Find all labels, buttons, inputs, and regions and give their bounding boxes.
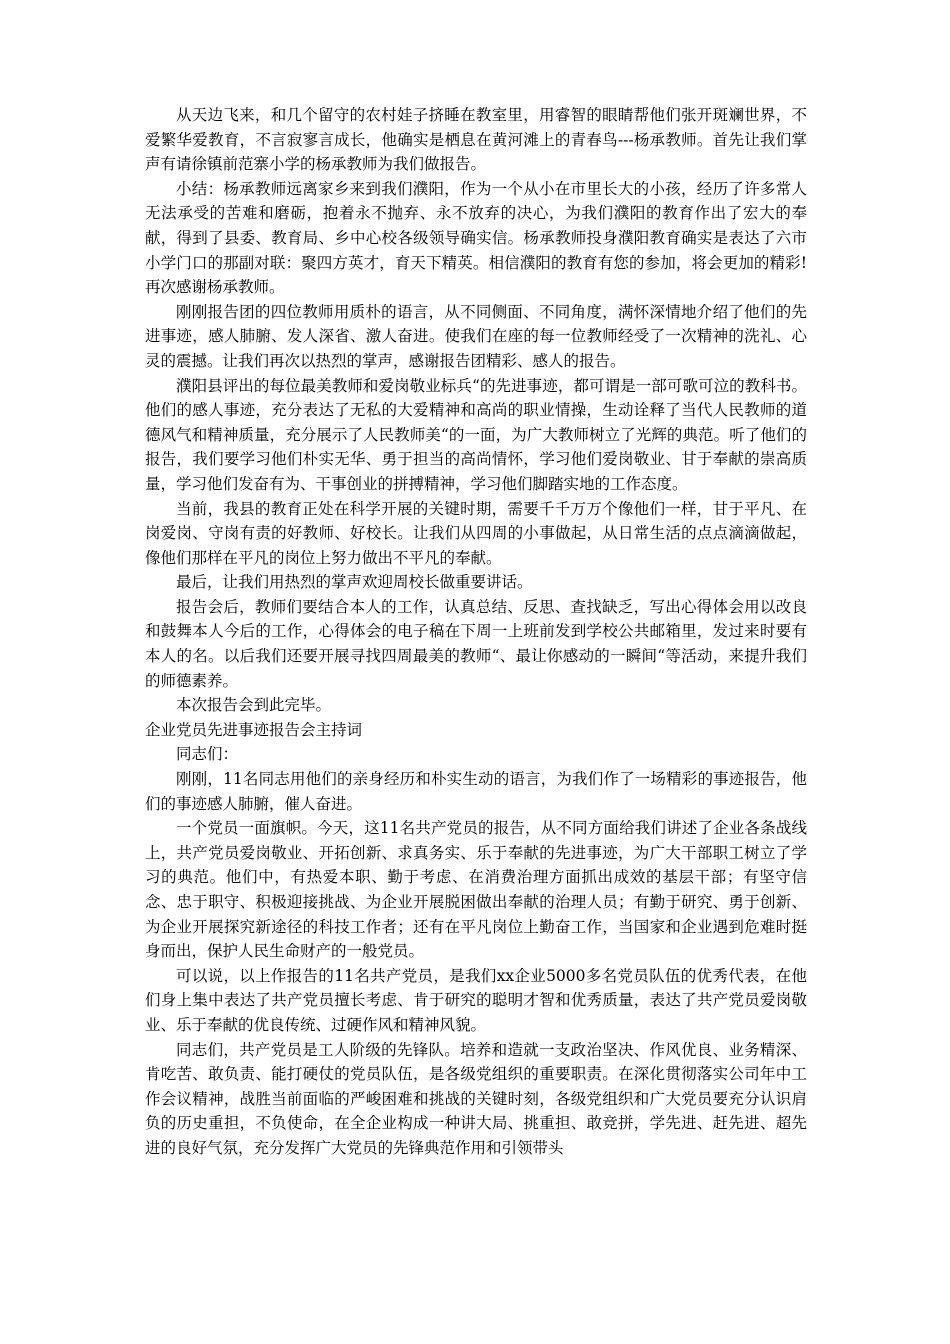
document-page [145, 103, 807, 1161]
paragraph: 小结：杨承教师远离家乡来到我们濮阳，作为一个从小在市里长大的小孩，经历了许多常人无法承受的苦难和磨砺，抱着永不抛弃、永不放弃的决心，为我们濮阳的教育作出了宏大的奉献，得到了县委、教育局、乡中心校各级领导确实信。杨承教师投身濮阳教育确实是表达了六市小学门口的那副对联：聚四方英才，育天下精英。相信濮阳的教育有您的参加，将会更加的精彩!再次感谢杨承教师。 [145, 179, 807, 297]
paragraph: 本次报告会到此完毕。 [176, 696, 332, 715]
paragraph: 刚刚，11名同志用他们的亲身经历和朴实生动的语言，为我们作了一场精彩的事迹报告，他们的事迹感人肺腑，催人奋进。 [145, 770, 807, 813]
section-heading: 企业党员先进事迹报告会主持词 [145, 720, 363, 739]
paragraph: 同志们，共产党员是工人阶级的先锋队。培养和造就一支政治坚决、作风优良、业务精深、肯吃苦、敢负责、能打硬仗的党员队伍，是各级党组织的重要职责。在深化贯彻落实公司年中工作会议精神，战胜当前面临的严峻困难和挑战的关键时刻，各级党组织和广大党员要充分认识肩负的历史重担，不负使命，在全企业构成一种讲大局、挑重担、敢竞拼，学先进、赶先进、超先进的良好气氛，充分发挥广大党员的先锋典范作用和引领带头 [145, 1040, 807, 1157]
paragraph: 一个党员一面旗帜。今天，这11名共产党员的报告，从不同方面给我们讲述了企业各条战线上，共产党员爱岗敬业、开拓创新、求真务实、乐于奉献的先进事迹，为广大干部职工树立了学习的典范。他们中，有热爱本职、勤于考虑、在消费治理方面抓出成效的基层干部；有坚守信念、忠于职守、积极迎接挑战、为企业开展脱困做出奉献的治理人员；有勤于研究、勇于创新、为企业开展探究新途径的科技工作者；还有在平凡岗位上勤奋工作，当国家和企业遇到危难时挺身而出，保护人民生命财产的一般党员。 [145, 819, 807, 961]
paragraph: 可以说，以上作报告的11名共产党员，是我们xx企业5000多名党员队伍的优秀代表，在他们身上集中表达了共产党员擅长考虑、肯于研究的聪明才智和优秀质量，表达了共产党员爱岗敬业、乐于奉献的优良传统、过硬作风和精神风貌。 [145, 966, 807, 1034]
paragraph: 濮阳县评出的每位最美教师和爱岗敬业标兵“的先进事迹，都可谓是一部可歌可泣的教科书。他们的感人事迹，充分表达了无私的大爱精神和高尚的职业情操，生动诠释了当代人民教师的道德风气和精神质量，充分展示了人民教师美“的一面，为广大教师树立了光辉的典范。听了他们的报告，我们要学习他们朴实无华、勇于担当的高尚情怀，学习他们爱岗敬业、甘于奉献的崇高质量，学习他们发奋有为、干事创业的拼搏精神，学习他们脚踏实地的工作态度。 [145, 376, 807, 493]
paragraph: 当前，我县的教育正处在科学开展的关键时期，需要千千万万个像他们一样，甘于平凡、在岗爱岗、守岗有责的好教师、好校长。让我们从四周的小事做起，从日常生活的点点滴滴做起，像他们那样在平凡的岗位上努力做出不平凡的奉献。 [145, 499, 807, 567]
paragraph: 报告会后，教师们要结合本人的工作，认真总结、反思、查找缺乏，写出心得体会用以改良和鼓舞本人今后的工作，心得体会的电子稿在下周一上班前发到学校公共邮箱里，发过来时要有本人的名。以后我们还要开展寻找四周最美的教师“、最让你感动的一瞬间“等活动，来提升我们的师德素养。 [145, 597, 807, 690]
salutation: 同志们： [176, 745, 239, 764]
paragraph: 从天边飞来，和几个留守的农村娃子挤睡在教室里，用睿智的眼睛帮他们张开斑斓世界，不爱繁华爱教育，不言寂寥言成长，他确实是栖息在黄河滩上的青春鸟---杨承教师。首先让我们掌声有请徐镇前范寨小学的杨承教师为我们做报告。 [145, 106, 807, 174]
paragraph: 最后，让我们用热烈的掌声欢迎周校长做重要讲话。 [176, 573, 533, 592]
paragraph: 刚刚报告团的四位教师用质朴的语言，从不同侧面、不同角度，满怀深情地介绍了他们的先进事迹，感人肺腑、发人深省、激人奋进。使我们在座的每一位教师经受了一次精神的洗礼、心灵的震撼。让我们再次以热烈的掌声，感谢报告团精彩、感人的报告。 [145, 302, 807, 370]
